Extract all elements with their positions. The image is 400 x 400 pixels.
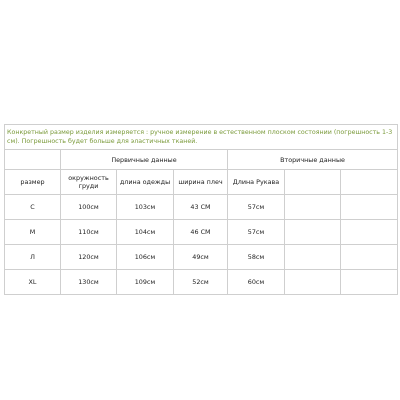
size-cell: М [5,220,61,245]
length-cell: 104см [117,220,174,245]
empty-cell [341,195,398,220]
empty-cell [285,195,341,220]
shoulder-cell: 49см [174,245,228,270]
measurement-note-row [5,125,398,150]
measurement-note: Конкретный размер изделия измеряется : ручное измерение в естественном плоском состоянии (погрешность 1-3 см). Погрешность будет больше для эластичных тканей. [5,125,398,150]
column-header-row [5,170,398,195]
size-cell: Л [5,245,61,270]
chest-header: окружность груди [61,170,117,195]
shoulder-cell: 43 СМ [174,195,228,220]
chest-cell: 120см [61,245,117,270]
empty-cell [5,150,61,170]
secondary-data-header: Вторичные данные [228,150,398,170]
table-row [5,195,398,220]
size-chart-table [4,124,398,295]
table-row [5,220,398,245]
table-row [5,270,398,295]
shoulder-header: ширина плеч [174,170,228,195]
size-header: размер [5,170,61,195]
length-cell: 106см [117,245,174,270]
size-cell: XL [5,270,61,295]
empty-cell [285,245,341,270]
length-cell: 109см [117,270,174,295]
sleeve-cell: 57см [228,220,285,245]
empty-cell [341,220,398,245]
sleeve-cell: 60см [228,270,285,295]
table-row [5,245,398,270]
size-cell: С [5,195,61,220]
shoulder-cell: 46 СМ [174,220,228,245]
sleeve-cell: 57см [228,195,285,220]
empty-cell [341,270,398,295]
chest-cell: 100см [61,195,117,220]
sleeve-cell: 58см [228,245,285,270]
chest-cell: 130см [61,270,117,295]
chest-cell: 110см [61,220,117,245]
empty-cell [285,170,341,195]
shoulder-cell: 52см [174,270,228,295]
group-header-row [5,150,398,170]
empty-cell [341,245,398,270]
primary-data-header: Первичные данные [61,150,228,170]
empty-cell [285,270,341,295]
length-header: длина одежды [117,170,174,195]
empty-cell [285,220,341,245]
length-cell: 103см [117,195,174,220]
sleeve-header: Длина Рукава [228,170,285,195]
empty-cell [341,170,398,195]
